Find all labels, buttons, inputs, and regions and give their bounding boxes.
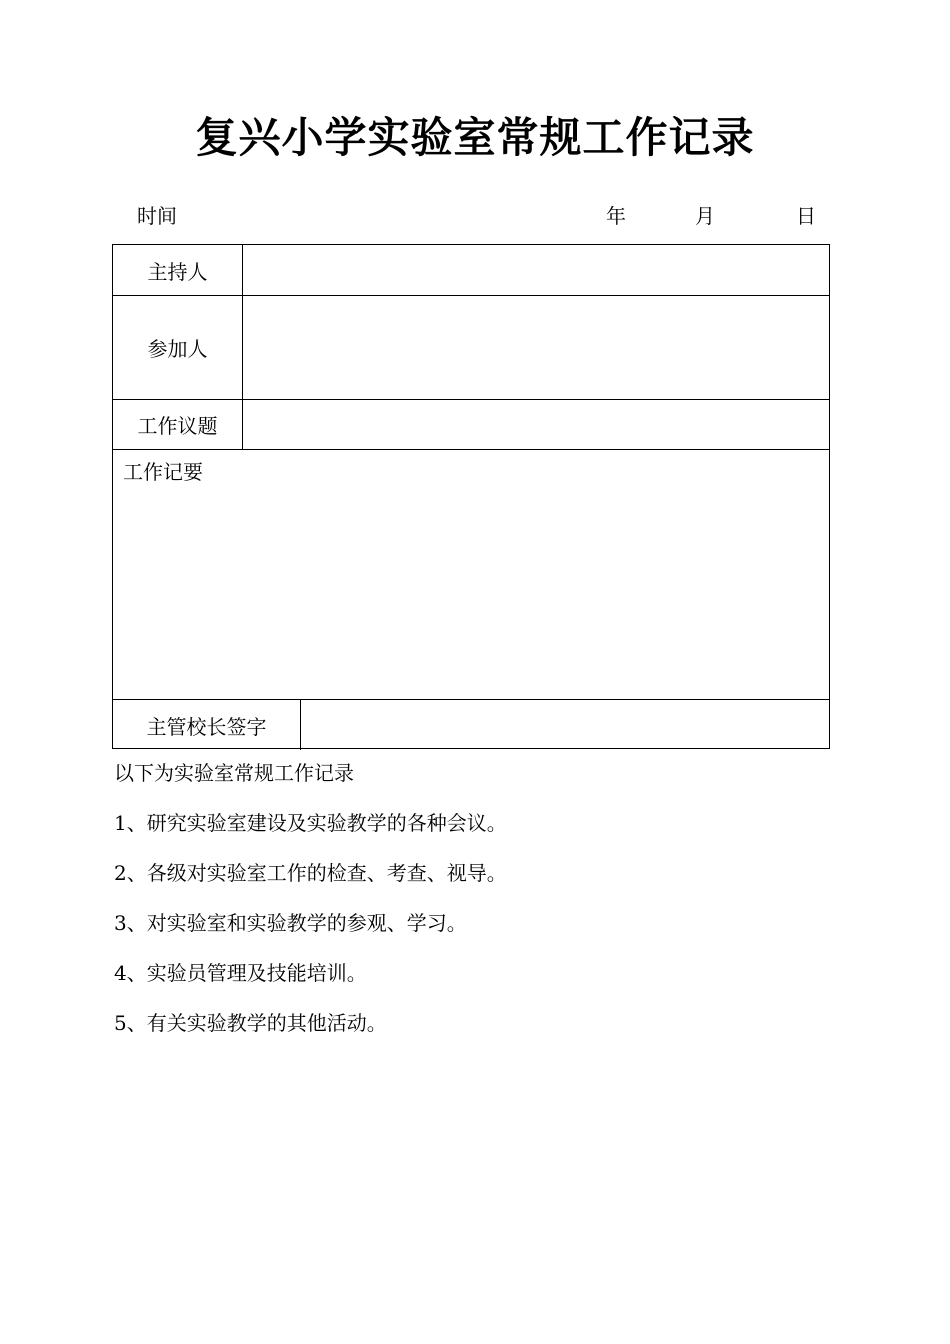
list-item: 2、各级对实验室工作的检查、考查、视导。 bbox=[114, 861, 507, 885]
signature-row bbox=[113, 700, 829, 750]
month-label: 月 bbox=[695, 204, 715, 228]
notes-label: 工作记要 bbox=[123, 460, 203, 484]
date-row bbox=[0, 200, 950, 232]
year-label: 年 bbox=[606, 204, 626, 228]
signature-label: 主管校长签字 bbox=[113, 700, 301, 750]
list-item: 3、对实验室和实验教学的参观、学习。 bbox=[114, 911, 467, 935]
list-item: 1、研究实验室建设及实验教学的各种会议。 bbox=[114, 811, 507, 835]
record-type-list bbox=[114, 758, 834, 1058]
host-row bbox=[113, 245, 829, 296]
list-item: 5、有关实验教学的其他活动。 bbox=[114, 1011, 387, 1035]
notes-field[interactable] bbox=[113, 490, 829, 699]
topic-field[interactable] bbox=[243, 400, 829, 449]
host-label: 主持人 bbox=[113, 245, 243, 295]
list-intro: 以下为实验室常规工作记录 bbox=[114, 761, 354, 785]
signature-field[interactable] bbox=[301, 700, 829, 750]
host-field[interactable] bbox=[243, 245, 829, 295]
page-title: 复兴小学实验室常规工作记录 bbox=[195, 113, 755, 162]
notes-row[interactable] bbox=[113, 450, 829, 700]
list-item: 4、实验员管理及技能培训。 bbox=[114, 961, 367, 985]
attendees-row bbox=[113, 296, 829, 400]
attendees-field[interactable] bbox=[243, 296, 829, 399]
time-label: 时间 bbox=[137, 204, 177, 228]
day-label: 日 bbox=[796, 204, 816, 228]
topic-row bbox=[113, 400, 829, 450]
record-form-table bbox=[112, 244, 830, 749]
topic-label: 工作议题 bbox=[113, 400, 243, 449]
attendees-label: 参加人 bbox=[113, 296, 243, 399]
